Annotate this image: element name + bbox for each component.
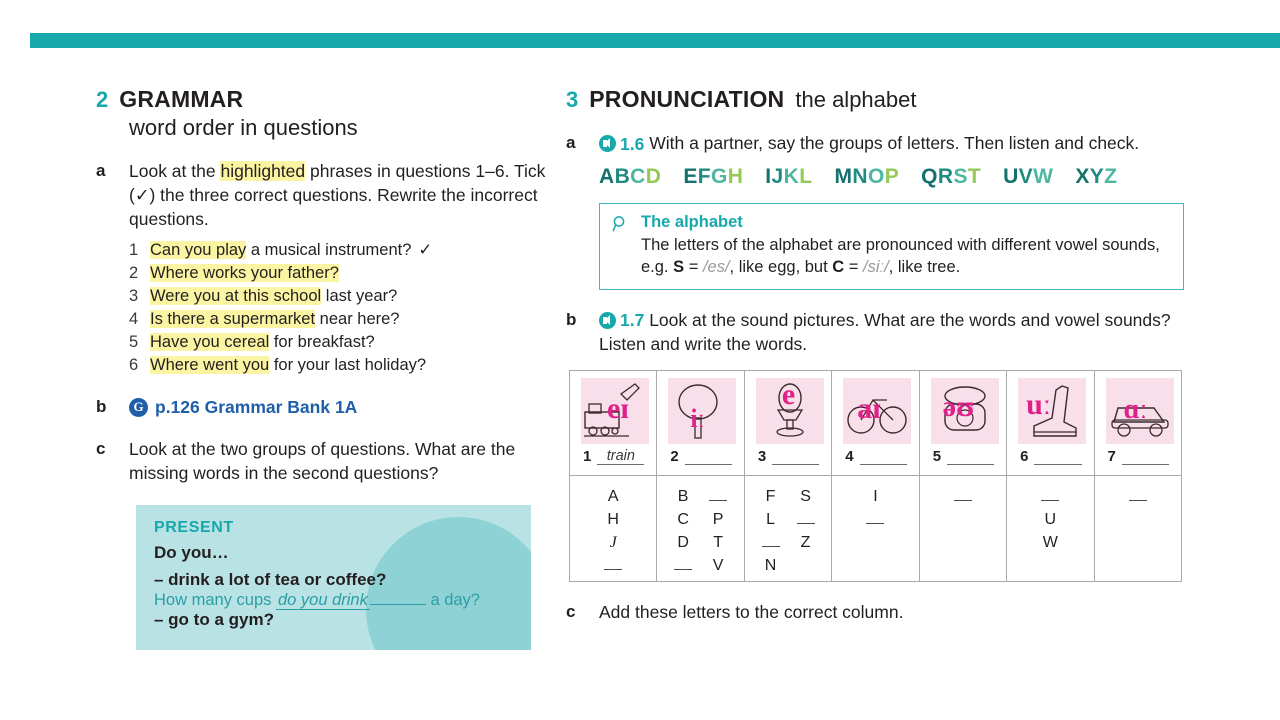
task-a-text-2: phrases in questions 1–6. Tick (✓) the three correct questions. Rewrite the incorrect questions. — [129, 161, 546, 229]
question-rest: last year? — [321, 287, 398, 305]
audio-track-button[interactable] — [599, 132, 644, 156]
present-box-item2-question: – go to a gym? — [154, 610, 274, 629]
letters-cell-5 — [919, 476, 1006, 582]
section-title: GRAMMAR — [119, 86, 244, 112]
section-subtitle: word order in questions — [129, 115, 358, 140]
cell-number: 1 — [583, 448, 592, 465]
train-picture — [581, 378, 649, 444]
sound-word-row — [663, 444, 737, 469]
letter-column — [866, 485, 884, 531]
blank-line[interactable] — [954, 486, 972, 501]
alphabet-group-2 — [683, 165, 743, 189]
question-text — [150, 308, 399, 331]
alphabet-group-4 — [834, 165, 899, 189]
alphabet-letter: L — [799, 164, 813, 188]
audio-track-number: 1.6 — [620, 133, 645, 154]
letter-columns — [836, 485, 914, 531]
question-text — [150, 331, 375, 354]
letters-cell-6 — [1007, 476, 1094, 582]
highlighted-phrase: Were you at this school — [150, 287, 322, 305]
question-text — [150, 239, 432, 262]
phonetic-symbol: uː — [1026, 388, 1052, 421]
question-text — [150, 285, 397, 308]
present-box-item1-answer — [154, 591, 513, 610]
letter-blank — [709, 485, 727, 508]
highlighted-phrase: Where went you — [150, 356, 270, 374]
sound-picture-cell-4 — [832, 371, 919, 476]
letter-L: L — [766, 511, 775, 528]
grammar-question-item — [129, 354, 551, 377]
cell-number: 3 — [757, 448, 767, 465]
info-text-end: , like tree. — [888, 257, 961, 276]
sound-word-row — [838, 444, 912, 469]
section-number: 2 — [96, 87, 109, 112]
info-text-mid: , like egg, but — [729, 257, 833, 276]
sound-picture-row — [570, 371, 1182, 476]
letter-s: S — [673, 257, 685, 276]
letter-columns — [661, 485, 739, 577]
tree-picture — [668, 378, 736, 444]
task-letter: c — [96, 439, 106, 458]
question-text — [150, 262, 339, 285]
equals-2: = — [844, 257, 864, 276]
blank-line[interactable] — [604, 555, 622, 570]
blank-line[interactable] — [797, 509, 815, 524]
pronunciation-task-c — [566, 600, 1191, 624]
question-rest: for your last holiday? — [269, 356, 427, 374]
alphabet-letter: E — [683, 164, 698, 188]
letter-column — [674, 485, 692, 577]
alphabet-letter: D — [645, 164, 662, 188]
answer-filled: do you drink — [277, 591, 368, 609]
alphabet-letter: B — [614, 164, 631, 188]
alphabet-group-5 — [921, 165, 981, 189]
highlighted-phrase: Can you play — [150, 241, 247, 259]
phone-picture — [931, 378, 999, 444]
question-rest: a musical instrument? — [246, 241, 412, 259]
letter-columns — [574, 485, 652, 577]
letter-Z: Z — [800, 534, 811, 551]
letter-T: T — [713, 534, 724, 551]
letter-B: B — [677, 488, 689, 505]
phonetic-symbol: əʊ — [942, 390, 975, 423]
blank-line[interactable] — [709, 486, 727, 501]
alphabet-letter: V — [1018, 164, 1034, 188]
task-letter: b — [566, 309, 577, 329]
info-box-text — [641, 234, 1171, 278]
phonetic-es: /es/ — [702, 257, 730, 276]
word-answer-blank[interactable] — [685, 448, 732, 465]
info-text-part-1: The letters of the alphabet are pronounced with different vowel sounds, e.g. — [641, 235, 1160, 276]
alphabet-letter: I — [765, 164, 772, 188]
sound-picture-cell-2 — [657, 371, 744, 476]
task-c-text: Add these letters to the correct column. — [599, 602, 904, 622]
alphabet-letter: X — [1075, 164, 1090, 188]
question-number: 4 — [129, 310, 139, 328]
phonetic-symbol: iː — [690, 404, 705, 433]
audio-track-button[interactable] — [599, 308, 644, 332]
pronunciation-task-b — [566, 308, 1191, 357]
task-letter: b — [96, 397, 107, 416]
letter-blank — [1129, 485, 1147, 508]
phonetic-symbol: ɑː — [1123, 394, 1148, 425]
alphabet-letter: O — [867, 164, 885, 188]
alphabet-letter: Q — [921, 164, 938, 188]
alphabet-letter: F — [697, 164, 711, 188]
letter-blank — [797, 508, 815, 531]
audio-track-number: 1.7 — [620, 310, 645, 330]
letter-column — [1129, 485, 1147, 508]
grammar-task-c — [96, 437, 551, 485]
alphabet-letter: Z — [1104, 164, 1118, 188]
letter-U: U — [1044, 511, 1057, 528]
alphabet-groups — [599, 165, 1191, 189]
sound-word-row — [751, 444, 825, 469]
present-tense-box — [136, 505, 531, 650]
speaker-icon — [599, 135, 616, 152]
bike-picture — [843, 378, 911, 444]
letters-cell-2 — [657, 476, 744, 582]
sound-picture-cell-5 — [919, 371, 1006, 476]
letters-cell-1 — [570, 476, 657, 582]
blank-line[interactable] — [866, 509, 884, 524]
letters-cell-3 — [744, 476, 831, 582]
present-box-lead: Do you… — [154, 543, 229, 562]
alphabet-letter: G — [710, 164, 728, 188]
letter-columns — [924, 485, 1002, 508]
word-answer-blank[interactable] — [947, 448, 994, 465]
sound-picture-cell-6 — [1007, 371, 1094, 476]
left-column — [96, 86, 551, 650]
letter-columns — [1099, 485, 1177, 508]
tick-icon: ✓ — [418, 241, 433, 259]
sound-pictures-table — [569, 370, 1182, 582]
grammar-question-item — [129, 331, 551, 354]
letter-column — [954, 485, 972, 508]
question-number: 1 — [129, 241, 139, 259]
sound-picture-cell-1 — [570, 371, 657, 476]
word-answer-blank[interactable] — [860, 448, 907, 465]
pronunciation-section-heading — [566, 86, 1191, 113]
grammar-bank-link[interactable] — [129, 395, 551, 419]
boot-picture — [1018, 378, 1086, 444]
letters-row — [570, 476, 1182, 582]
alphabet-letter: T — [967, 164, 982, 188]
pronunciation-task-a — [566, 131, 1191, 156]
task-letter: a — [566, 133, 576, 152]
sound-word-row — [926, 444, 1000, 469]
letter-column — [762, 485, 780, 577]
grammar-question-item — [129, 239, 551, 262]
alphabet-letter: M — [834, 164, 853, 188]
sound-word-row — [1013, 444, 1087, 469]
present-box-item1-question: – drink a lot of tea or coffee? — [154, 570, 387, 589]
alphabet-letter: H — [727, 164, 744, 188]
letter-C: C — [677, 511, 689, 528]
alphabet-letter: C — [630, 164, 646, 188]
cell-number: 5 — [932, 448, 942, 465]
grammar-question-list — [129, 239, 551, 377]
grammar-bank-icon: G — [129, 398, 148, 417]
cell-number: 7 — [1107, 448, 1116, 465]
task-c-text: Look at the two groups of questions. What are the missing words in the second questions? — [129, 439, 516, 483]
phonetic-si: /siː/ — [863, 257, 889, 276]
letter-column — [709, 485, 727, 577]
task-letter: a — [96, 161, 106, 180]
grammar-question-item — [129, 308, 551, 331]
section-title: PRONUNCIATION — [589, 86, 785, 112]
info-box-title: The alphabet — [641, 212, 743, 231]
cell-number: 6 — [1020, 448, 1029, 465]
phonetic-symbol: aɪ — [857, 392, 881, 425]
sound-picture-cell-3 — [744, 371, 831, 476]
grammar-bank-label: p.126 Grammar Bank 1A — [155, 397, 358, 417]
answer-suffix: a day? — [425, 591, 480, 609]
word-answer-blank[interactable] — [1034, 448, 1081, 465]
letter-H: H — [607, 511, 619, 528]
word-answer-blank[interactable] — [1122, 448, 1169, 465]
alphabet-info-box — [599, 203, 1184, 290]
question-text — [150, 354, 426, 377]
alphabet-letter: K — [783, 164, 800, 188]
present-box-title: PRESENT — [154, 519, 234, 536]
alphabet-letter: N — [852, 164, 868, 188]
grammar-task-a — [96, 159, 551, 377]
alphabet-letter: W — [1033, 164, 1054, 188]
letter-c: C — [832, 257, 845, 276]
blank-line[interactable] — [674, 555, 692, 570]
magnifier-icon — [612, 215, 632, 278]
equals-1: = — [684, 257, 703, 276]
grammar-section-heading — [96, 86, 551, 113]
phonetic-symbol: eɪ — [607, 392, 629, 425]
alphabet-group-6 — [1003, 165, 1053, 189]
letter-D: D — [677, 534, 689, 551]
alphabet-letter: U — [1003, 164, 1019, 188]
section-number: 3 — [566, 87, 579, 112]
question-rest: near here? — [315, 310, 400, 328]
question-rest: for breakfast? — [269, 333, 375, 351]
letter-column — [1041, 485, 1059, 554]
letter-V: V — [712, 557, 724, 574]
alphabet-letter: A — [599, 164, 615, 188]
section-subtitle: the alphabet — [795, 87, 917, 112]
answer-blank — [370, 604, 426, 605]
letter-columns — [749, 485, 827, 577]
highlighted-phrase: Is there a supermarket — [150, 310, 316, 328]
blank-line[interactable] — [1129, 486, 1147, 501]
letter-blank — [954, 485, 972, 508]
car-picture — [1106, 378, 1174, 444]
task-b-text: Look at the sound pictures. What are the words and vowel sounds? Listen and write the words. — [599, 309, 1171, 354]
highlighted-phrase: Have you cereal — [150, 333, 270, 351]
sound-picture-cell-7 — [1094, 371, 1181, 476]
letter-A: A — [607, 488, 619, 505]
letter-blank — [1041, 485, 1059, 508]
letter-column — [604, 485, 622, 577]
sound-word-row — [1101, 444, 1175, 469]
alphabet-letter: P — [884, 164, 900, 188]
question-number: 6 — [129, 356, 139, 374]
highlighted-phrase: Where works your father? — [150, 264, 339, 282]
letter-columns — [1011, 485, 1089, 554]
letter-blank — [674, 554, 692, 577]
task-a-body — [129, 159, 551, 377]
letters-cell-7 — [1094, 476, 1181, 582]
alphabet-group-1 — [599, 165, 661, 189]
word-answer-blank[interactable]: train — [597, 448, 644, 465]
blank-line[interactable] — [762, 532, 780, 547]
task-letter: c — [566, 602, 576, 621]
task-a-text: With a partner, say the groups of letters. Then listen and check. — [649, 133, 1140, 153]
alphabet-letter: S — [953, 164, 968, 188]
letter-I: I — [873, 488, 878, 505]
letter-blank — [762, 531, 780, 554]
speaker-icon — [599, 312, 616, 329]
cell-number: 4 — [845, 448, 854, 465]
question-number: 5 — [129, 333, 139, 351]
blank-line[interactable] — [1041, 486, 1059, 501]
question-number: 2 — [129, 264, 139, 282]
letter-blank — [866, 508, 884, 531]
answer-prefix: How many cups — [154, 591, 276, 609]
cell-number: 2 — [670, 448, 679, 465]
alphabet-group-7 — [1075, 165, 1117, 189]
alphabet-letter: Y — [1089, 164, 1105, 188]
letter-N: N — [764, 557, 777, 574]
egg-picture — [756, 378, 824, 444]
task-a-highlight-word: highlighted — [220, 161, 306, 181]
right-column — [566, 86, 1191, 624]
alphabet-group-3 — [765, 165, 812, 189]
word-answer-blank[interactable] — [772, 448, 819, 465]
grammar-task-b — [96, 395, 551, 419]
sound-word-row — [576, 444, 650, 469]
letter-column — [797, 485, 815, 577]
question-number: 3 — [129, 287, 139, 305]
letters-cell-4 — [832, 476, 919, 582]
letter-blank — [604, 554, 622, 577]
grammar-question-item — [129, 285, 551, 308]
letter-W: W — [1042, 534, 1058, 551]
phonetic-symbol: e — [781, 378, 796, 411]
letter-F: F — [765, 488, 776, 505]
task-a-text-1: Look at the — [129, 161, 221, 181]
letter-P: P — [712, 511, 724, 528]
grammar-question-item — [129, 262, 551, 285]
letter-handwritten-j: J — [609, 534, 617, 551]
alphabet-letter: J — [771, 164, 784, 188]
alphabet-letter: R — [937, 164, 954, 188]
letter-S: S — [800, 488, 811, 505]
